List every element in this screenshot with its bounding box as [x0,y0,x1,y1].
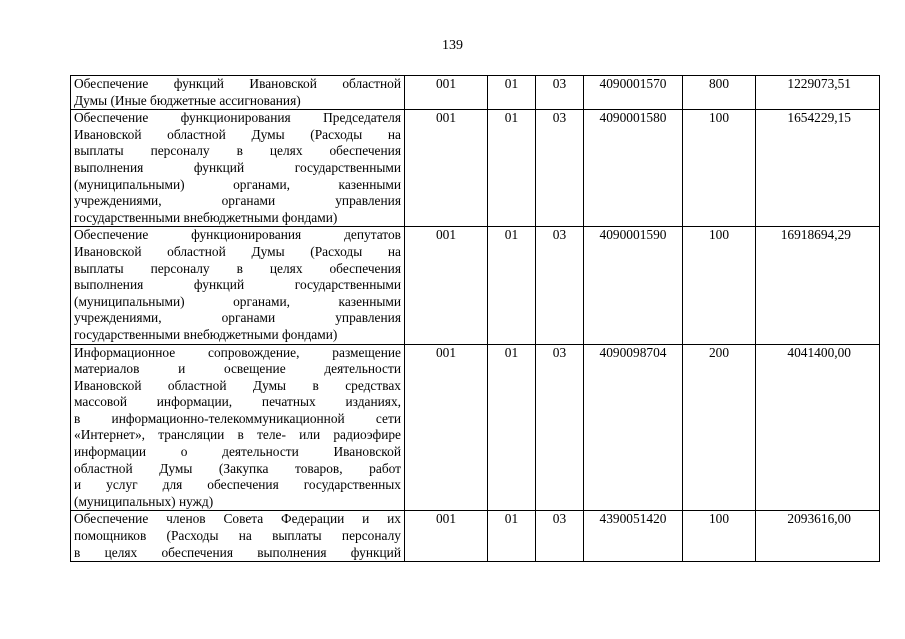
expense-name-line: помощников (Расходы на выплаты персоналу [74,528,401,544]
expense-name-cell [71,227,405,344]
expense-name-line: Информационное сопровождение, размещение [74,344,401,360]
table-body [71,76,880,562]
expense-name-line: (муниципальными) органами, казенными [74,293,401,309]
amount-cell: 2093616,00 [756,511,880,562]
expense-name-line: Обеспечение членов Совета Федерации и их [74,511,401,527]
table-row [71,511,880,562]
section-code-cell: 01 [488,76,536,110]
expense-name-line: выплаты персоналу в целях обеспечения [74,143,401,159]
subsection-code-cell: 03 [536,344,584,511]
expense-name-line: массовой информации, печатных изданиях, [74,394,401,410]
expense-name-line: Обеспечение функционирования Председателя [74,110,401,126]
expense-name-line: областной Думы (Закупка товаров, работ [74,460,401,476]
expense-name-line: Обеспечение функционирования депутатов [74,227,401,243]
expense-type-cell: 100 [683,110,756,227]
expense-name-line: информации о деятельности Ивановской [74,444,401,460]
subsection-code-cell: 03 [536,110,584,227]
expense-name-line: Ивановской областной Думы в средствах [74,377,401,393]
subsection-code-cell: 03 [536,511,584,562]
subsection-code-cell: 03 [536,76,584,110]
amount-cell: 16918694,29 [756,227,880,344]
expense-name-line: выполнения функций государственными [74,159,401,175]
expense-name-cell [71,344,405,511]
expense-name-line: в целях обеспечения выполнения функций [74,544,401,560]
table-row [71,227,880,344]
section-code-cell: 01 [488,511,536,562]
expense-name-cell [71,110,405,227]
section-code-cell: 01 [488,227,536,344]
subsection-code-cell: 03 [536,227,584,344]
expense-type-cell: 200 [683,344,756,511]
section-code-cell: 01 [488,344,536,511]
expense-name-line: (муниципальными) органами, казенными [74,176,401,192]
target-article-cell: 4390051420 [584,511,683,562]
expense-name-line: государственными внебюджетными фондами) [74,209,338,225]
ministry-code-cell: 001 [405,344,488,511]
ministry-code-cell: 001 [405,511,488,562]
table-row [71,344,880,511]
target-article-cell: 4090001570 [584,76,683,110]
expense-type-cell: 100 [683,511,756,562]
expense-type-cell: 100 [683,227,756,344]
ministry-code-cell: 001 [405,227,488,344]
target-article-cell: 4090001590 [584,227,683,344]
expense-name-line: (муниципальных) нужд) [74,493,214,509]
expense-name-line: учреждениями, органами управления [74,193,401,209]
expense-name-line: учреждениями, органами управления [74,310,401,326]
section-code-cell: 01 [488,110,536,227]
table-row [71,76,880,110]
expense-name-line: материалов и освещение деятельности [74,361,401,377]
amount-cell: 1229073,51 [756,76,880,110]
expense-name-cell [71,76,405,110]
expense-name-line: Ивановской областной Думы (Расходы на [74,243,401,259]
expense-name-cell [71,511,405,562]
expense-name-line: государственными внебюджетными фондами) [74,326,338,342]
ministry-code-cell: 001 [405,76,488,110]
expense-name-line: Думы (Иные бюджетные ассигнования) [74,92,301,108]
page-number: 139 [442,38,463,53]
expense-name-line: выплаты персоналу в целях обеспечения [74,260,401,276]
amount-cell: 1654229,15 [756,110,880,227]
ministry-code-cell: 001 [405,110,488,227]
target-article-cell: 4090098704 [584,344,683,511]
amount-cell: 4041400,00 [756,344,880,511]
expense-name-line: Обеспечение функций Ивановской областной [74,76,401,91]
expense-type-cell: 800 [683,76,756,110]
expense-name-line: выполнения функций государственными [74,277,401,293]
expense-name-line: Ивановской областной Думы (Расходы на [74,126,401,142]
budget-table [70,75,880,562]
expense-name-line: в информационно-телекоммуникационной сети [74,410,401,426]
expense-name-line: «Интернет», трансляции в теле- или радиоэфире [74,427,401,443]
target-article-cell: 4090001580 [584,110,683,227]
expense-name-line: и услуг для обеспечения государственных [74,477,401,493]
table-row [71,110,880,227]
